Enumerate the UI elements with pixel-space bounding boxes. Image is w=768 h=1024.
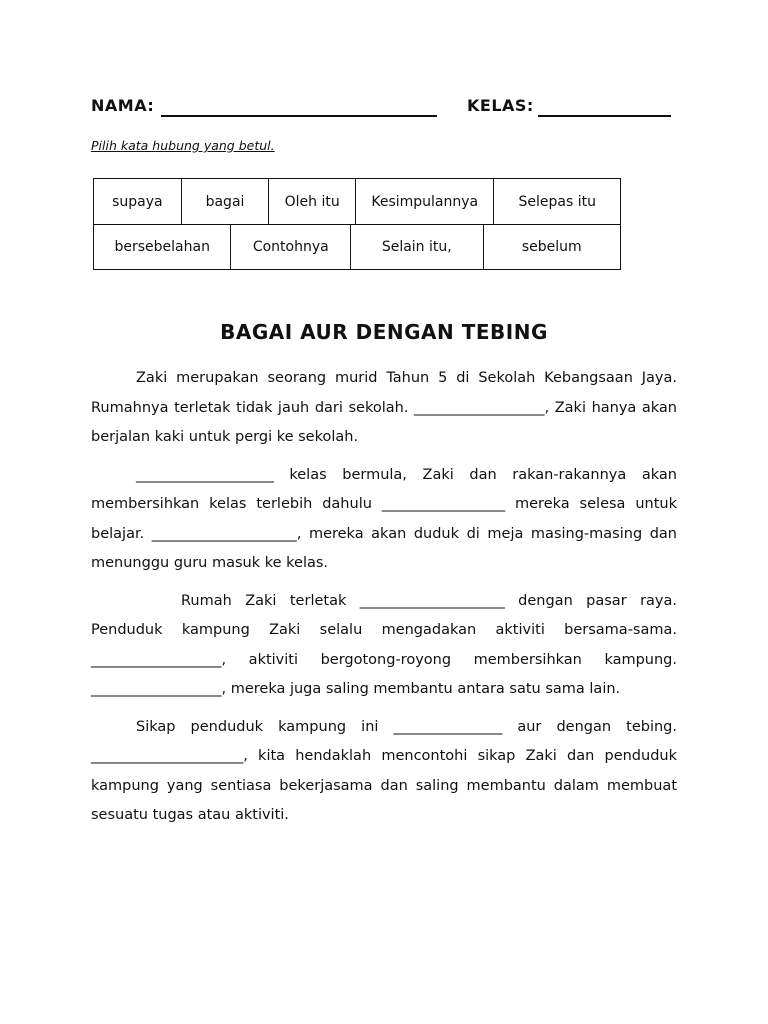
story-paragraph-4: Sikap penduduk kampung ini _______________ aur dengan tebing. _____________________, kita hendaklah mencontohi sikap Zaki dan penduduk kampung yang sentiasa bekerjasama dan saling membantu dalam membuat sesuatu tugas atau aktiviti. <box>91 718 677 823</box>
word-bank-cell: Selain itu, <box>351 224 484 269</box>
nama-answer-line[interactable] <box>161 115 437 117</box>
word-bank-cell: Selepas itu <box>518 193 596 210</box>
story-paragraph-3: Rumah Zaki terletak ____________________ dengan pasar raya. Penduduk kampung Zaki selalu mengadakan aktiviti bersama-sama. __________________, aktiviti bergotong-royong membersihkan kampung. __________________, mereka juga saling membantu antara satu sama lain. <box>91 592 677 697</box>
word-bank-cell: Kesimpulannya <box>356 179 494 224</box>
story-body <box>91 364 677 831</box>
word-bank-cell: Oleh itu <box>269 179 356 224</box>
word-bank-row-2 <box>94 224 620 269</box>
word-bank-table <box>93 178 621 270</box>
kelas-label: KELAS: <box>467 96 534 115</box>
kelas-answer-line[interactable] <box>538 115 671 117</box>
story-paragraph-1: Zaki merupakan seorang murid Tahun 5 di Sekolah Kebangsaan Jaya. Rumahnya terletak tidak jauh dari sekolah. __________________, Zaki hanya akan berjalan kaki untuk pergi ke sekolah. <box>91 370 677 445</box>
nama-label: NAMA: <box>91 96 155 115</box>
word-bank-cell: sebelum <box>521 238 582 255</box>
instruction-text: Pilih kata hubung yang betul. <box>91 138 275 153</box>
student-info-header <box>91 96 681 124</box>
word-bank-row-1 <box>94 179 620 225</box>
story-title: BAGAI AUR DENGAN TEBING <box>220 320 548 344</box>
word-bank-cell: bagai <box>182 179 270 224</box>
story-paragraph-2: ___________________ kelas bermula, Zaki dan rakan-rakannya akan membersihkan kelas terlebih dahulu _________________ mereka selesa untuk belajar. ____________________, mereka akan duduk di meja masing-masing dan menunggu guru masuk ke kelas. <box>91 466 677 571</box>
word-bank-cell: bersebelahan <box>94 224 231 269</box>
word-bank-cell: Contohnya <box>231 224 351 269</box>
word-bank-cell: supaya <box>94 179 182 224</box>
